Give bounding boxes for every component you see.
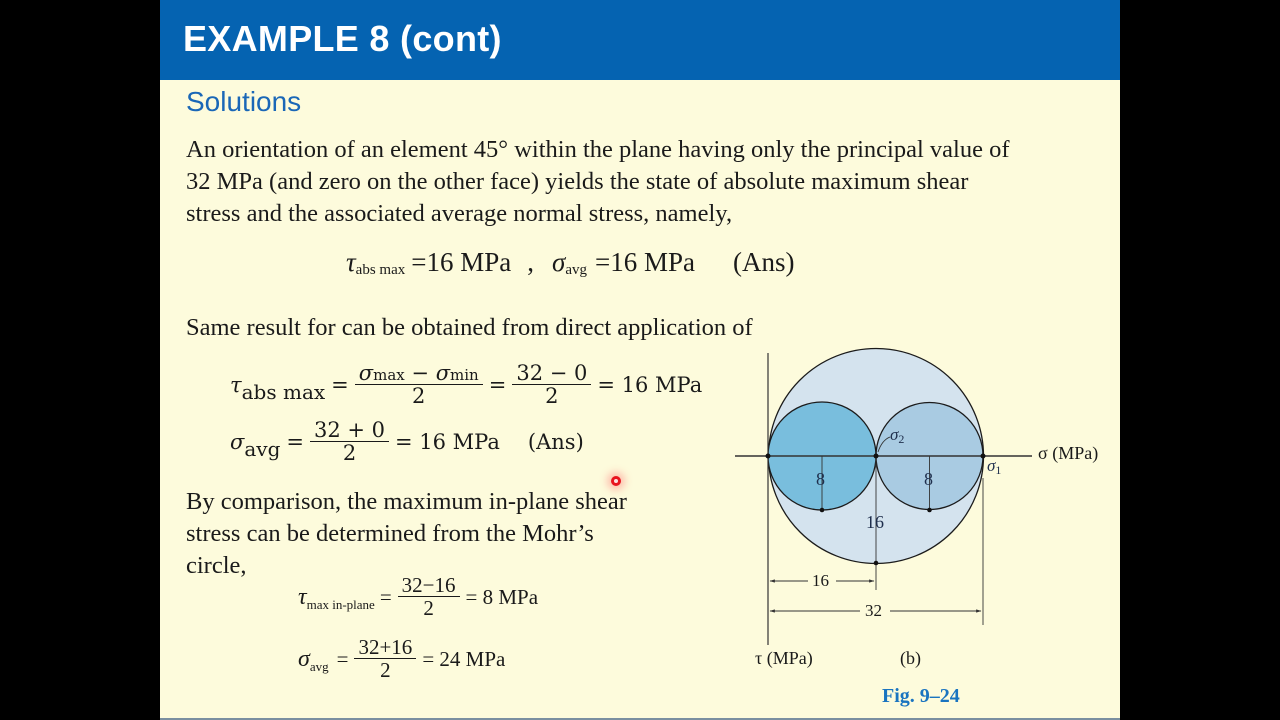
result: = 16 MPa [395, 430, 500, 455]
mohrs-circle-diagram [160, 0, 1120, 718]
part-label: (b) [900, 648, 921, 668]
big-radius-label: 16 [866, 512, 884, 532]
sigma-subscript: avg [244, 437, 281, 462]
left-radius-label: 8 [816, 469, 825, 489]
figure-caption: Fig. 9–24 [882, 685, 960, 707]
sigma-subscript: avg [565, 262, 587, 278]
equals: = [488, 373, 507, 398]
ans-label: (Ans) [732, 247, 795, 277]
section-heading: Solutions [186, 86, 302, 117]
dim-16-label: 16 [812, 571, 829, 590]
sigma-symbol: σ [230, 430, 245, 455]
tau-subscript: abs max [241, 380, 326, 405]
tau-symbol: τ [298, 583, 307, 610]
numerator: 32 − 0 [512, 362, 591, 385]
tau-axis-label: τ (MPa) [755, 648, 813, 668]
slide-title: EXAMPLE 8 (cont) [183, 18, 502, 59]
paragraph-line: circle, [186, 552, 247, 579]
paragraph-line: An orientation of an element 45° within the plane having only the principal value of [186, 136, 1010, 163]
numerator: 32+16 [354, 636, 416, 659]
denominator: 2 [545, 384, 559, 409]
result: = 16 MPa [597, 373, 703, 398]
tau-value: =16 MPa [411, 247, 512, 277]
paragraph-line: By comparison, the maximum in-plane shear [186, 488, 627, 515]
paragraph-direct: Same result for can be obtained from direct application of [186, 314, 753, 341]
equals: = [331, 373, 349, 398]
denominator: 2 [380, 658, 391, 683]
sigma1-label: σ 1 [987, 456, 1002, 477]
equals: = [336, 646, 349, 671]
tau-symbol: τ [346, 247, 356, 277]
tau-symbol: τ [230, 373, 242, 398]
sigma-value: =16 MPa [594, 247, 695, 277]
numerator: σmax − σmin [355, 362, 483, 385]
denominator: 2 [423, 596, 434, 621]
equals: = [286, 430, 304, 455]
result: = 24 MPa [422, 646, 506, 671]
result: = 8 MPa [465, 584, 539, 609]
comma: , [527, 247, 534, 277]
slide [160, 0, 1120, 720]
sigma-symbol: σ [298, 645, 310, 672]
denominator: 2 [342, 441, 357, 466]
numerator: 32 + 0 [310, 419, 389, 442]
paragraph-line: stress can be determined from the Mohr’s [186, 520, 594, 547]
tau-subscript: abs max [355, 262, 406, 278]
right-radius-label: 8 [924, 469, 933, 489]
sigma-symbol: σ [551, 247, 566, 277]
paragraph-line: 32 MPa (and zero on the other face) yields the state of absolute maximum shear [186, 168, 969, 195]
dim-32-label: 32 [865, 601, 882, 620]
paragraph-line: stress and the associated average normal stress, namely, [186, 200, 733, 227]
tau-subscript: max in-plane [306, 597, 375, 613]
denominator: 2 [412, 384, 426, 409]
laser-pointer-cursor [611, 476, 621, 486]
sigma-axis-label: σ (MPa) [1038, 443, 1099, 463]
sigma2-label: σ 2 [890, 425, 905, 446]
equals: = [379, 584, 392, 609]
sigma-subscript: avg [309, 659, 329, 675]
ans-label: (Ans) [527, 430, 584, 455]
numerator: 32−16 [398, 574, 460, 597]
